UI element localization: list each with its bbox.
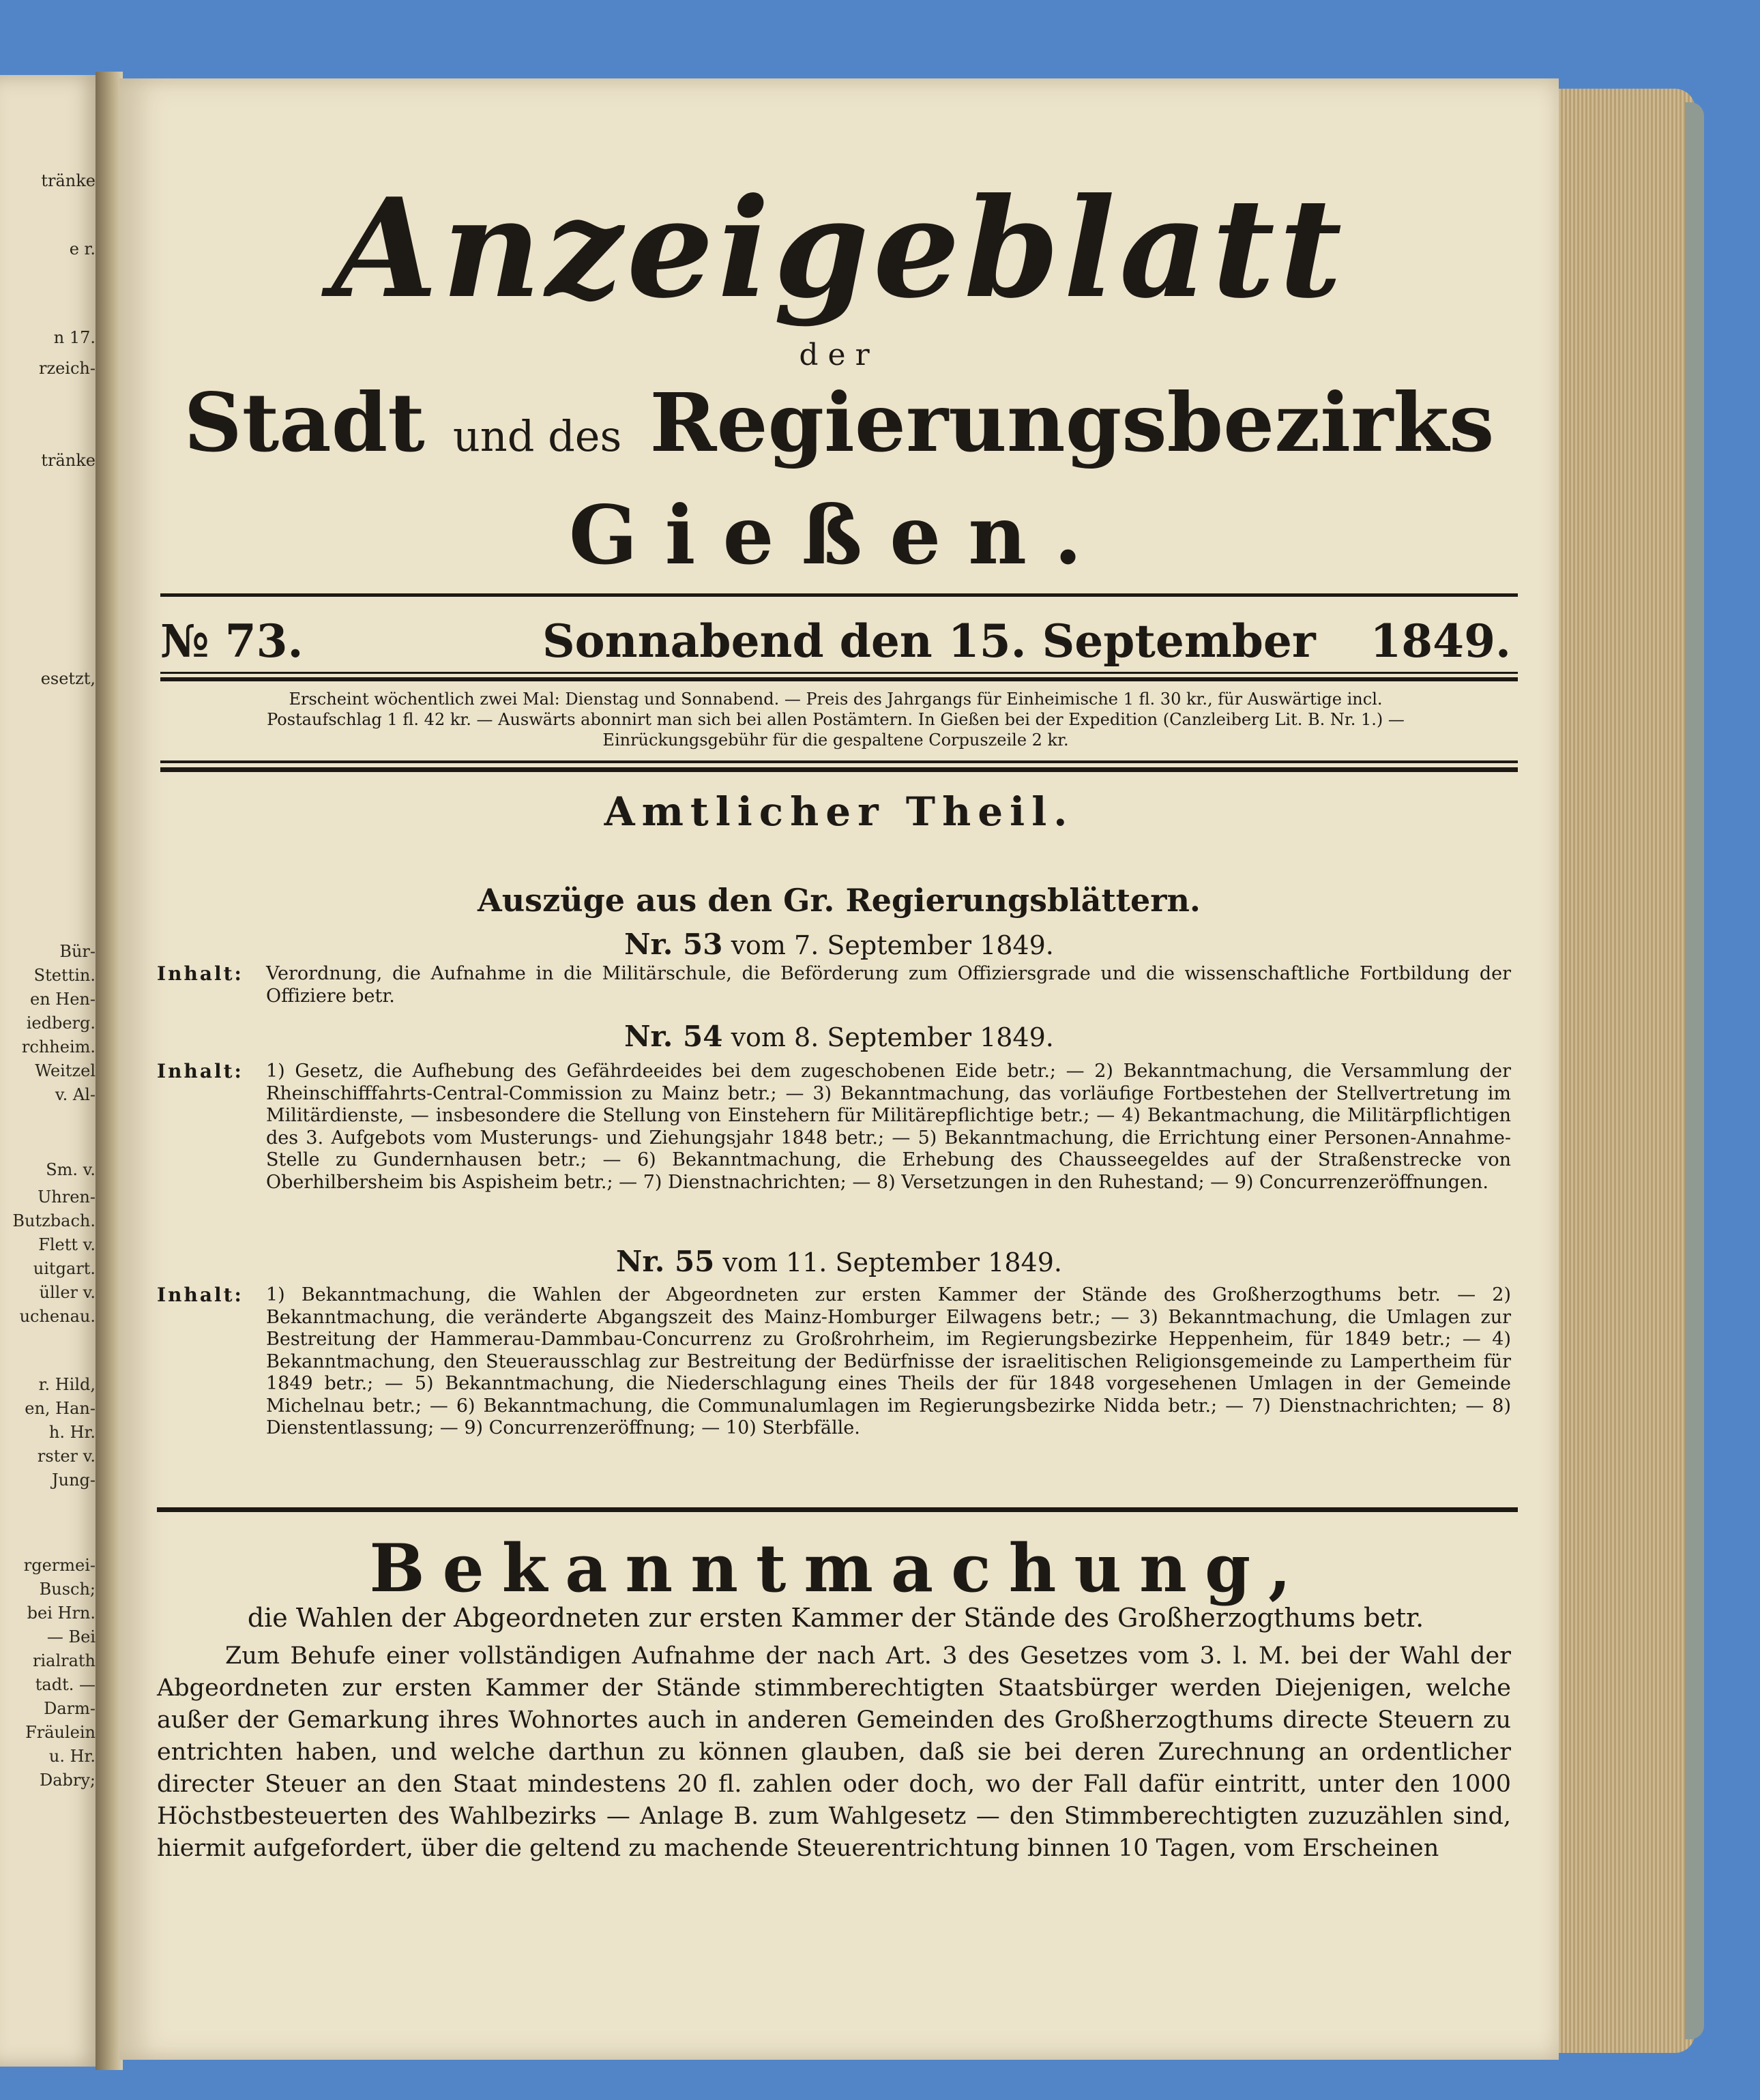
left-page-text-fragment: esetzt, <box>40 669 96 688</box>
left-page-text-fragment: Flett v. <box>38 1235 96 1254</box>
left-page-text-fragment: n 17. <box>53 328 96 347</box>
notice-body: Zum Behufe einer vollständigen Aufnahme der nach Art. 3 des Gesetzes vom 3. l. M. bei der Wahl der Abgeordneten zur ersten Kammer der Stände stimmberechtigten Staatsbürger werden Diejenigen, welche außer der Gemarkung ihres Wohnortes auch in anderen Gemeinden des Großherzogthums directe Steuern zu entrichten haben, und welche darthun zu können glauben, daß sie bei deren Zurechnung an ordentlicher directer Steuer an den Staat mindestens 20 fl. zahlen oder doch, wo der Fall dafür eintritt, unter den 1000 Höchstbesteuerten des Wahlbezirks — Anlage B. zum Wahlgesetz — den Stimmberechtigten zuzuzählen sind, hiermit aufgefordert, über die geltend zu machende Steuerentrichtung binnen 10 Tagen, vom Erscheinen <box>157 1642 1511 1862</box>
left-page-text-fragment: rchheim. <box>21 1037 96 1056</box>
entry-date: vom 11. September 1849. <box>722 1247 1062 1277</box>
issue-number: № 73. <box>160 615 304 668</box>
left-page-text-fragment: Butzbach. <box>12 1211 96 1230</box>
left-page-text-fragment: v. Al- <box>55 1085 96 1104</box>
left-page-text-fragment: rgermei- <box>23 1556 96 1575</box>
left-page-text-fragment: rster v. <box>37 1447 96 1466</box>
notice-rule <box>157 1507 1518 1512</box>
left-page-text-fragment: rzeich- <box>38 359 96 378</box>
issue-year: 1849. <box>1370 615 1511 668</box>
left-page-text-fragment: Dabry; <box>39 1771 96 1790</box>
entry-text: 1) Gesetz, die Aufhebung des Gefährdeeides bei dem zugeschobenen Eide betr.; — 2) Bekanntmachung, die Versammlung der Rheinschifffahrts-Central-Commission zu Mainz betr.; — 3) Bekanntmachung, das vorläufige Fortbestehen der Stellvertretung im Militärdienste, — insbesondere die Stellung von Einstehern für Militärepflichtige betr.; — 4) Bekantmachung, die Militärpflichtigen des 3. Aufgebots vom Musterungs- und Ziehungsjahr 1848 betr.; — 5) Bekanntmachung, die Errichtung einer Personen-Annahme-Stelle zu Gundernhausen betr.; — 6) Bekanntmachung, die Erhebung des Chausseegeldes auf der Straßenstrecke von Oberhilbersheim bis Aspisheim betr.; — 7) Dienstnachrichten; — 8) Versetzungen in den Ruhestand; — 9) Concurrenzeröffnungen. <box>266 1061 1511 1193</box>
notice-title: Bekanntmachung, <box>369 1530 1309 1607</box>
masthead-bezirk: Regierungsbezirks <box>649 375 1495 470</box>
newspaper-page <box>119 78 1559 2060</box>
left-page-text-fragment: h. Hr. <box>48 1423 96 1442</box>
left-page-text-fragment: Bür- <box>59 942 96 961</box>
left-page-text-fragment: tadt. — <box>35 1675 96 1694</box>
publication-info <box>160 689 1511 750</box>
issue-date: Sonnabend den 15. September <box>542 615 1316 668</box>
book-gutter <box>96 72 123 2070</box>
issue-line <box>160 607 1511 682</box>
left-page-text-fragment: en, Han- <box>25 1399 96 1418</box>
subsection-title: Auszüge aus den Gr. Regierungsblättern. <box>478 882 1201 919</box>
book-cover-edge <box>1685 102 1704 2039</box>
entry-date: vom 7. September 1849. <box>731 930 1054 960</box>
entry-55 <box>157 1284 1511 1489</box>
entry-heading-53 <box>119 928 1559 962</box>
left-page-text-fragment: Fräulein <box>25 1723 96 1742</box>
left-page-text-fragment: Sm. v. <box>46 1160 96 1179</box>
masthead-und-des: und des <box>452 411 622 461</box>
entry-nr: Nr. 55 <box>616 1245 715 1278</box>
pubinfo-rule-top <box>160 760 1518 763</box>
entry-text: Verordnung, die Aufnahme in die Militärschule, die Beförderung zum Offiziersgrade und die wissenschaftliche Fortbildung der Offiziere betr. <box>266 963 1511 1007</box>
left-page-text-fragment: iedberg. <box>26 1014 96 1033</box>
masthead-subtitle <box>160 372 1518 488</box>
entry-heading-54 <box>119 1020 1559 1054</box>
issue-rule-bottom <box>160 677 1518 681</box>
left-page-text-fragment: tränke <box>41 171 96 190</box>
masthead-title: Anzeigeblatt <box>332 168 1347 329</box>
masthead-city: Gießen. <box>568 488 1110 582</box>
left-page-text-fragment: r. Hild, <box>38 1375 96 1394</box>
entry-heading-55 <box>119 1245 1559 1280</box>
left-page-text-fragment: — Bei <box>46 1627 96 1646</box>
left-page-text-fragment: u. Hr. <box>48 1747 96 1766</box>
pubinfo-line-3: Einrückungsgebühr für die gespaltene Corpuszeile 2 kr. <box>602 730 1069 750</box>
pubinfo-line-1: Erscheint wöchentlich zwei Mal: Dienstag und Sonnabend. — Preis des Jahrgangs für Einheimische 1 fl. 30 kr., für Auswärtige incl. <box>289 690 1383 709</box>
left-page-text-fragment: uchenau. <box>19 1307 96 1326</box>
entry-date: vom 8. September 1849. <box>731 1022 1054 1052</box>
issue-rule-top <box>160 672 1518 674</box>
left-page-text-fragment: üller v. <box>39 1283 96 1302</box>
entry-53 <box>157 963 1511 1011</box>
pubinfo-rule-bottom <box>160 767 1518 772</box>
left-page-text-fragment: Stettin. <box>33 966 96 985</box>
left-page-text-fragment: e r. <box>69 239 96 258</box>
inhalt-label: Inhalt: <box>157 962 244 985</box>
left-page-text-fragment: Jung- <box>51 1470 96 1490</box>
entry-nr: Nr. 53 <box>624 928 723 961</box>
masthead-stadt: Stadt <box>184 375 425 470</box>
left-page-text-fragment: Weitzel <box>35 1061 96 1080</box>
left-page-text-fragment: Uhren- <box>38 1187 96 1207</box>
entry-54 <box>157 1061 1511 1245</box>
book-page-edges <box>1559 89 1695 2053</box>
section-title: Amtlicher Theil. <box>604 788 1074 835</box>
left-page-text-fragment: tränke <box>41 451 96 470</box>
left-page-text-fragment: Busch; <box>39 1580 96 1599</box>
left-page-text-fragment: bei Hrn. <box>27 1603 96 1623</box>
masthead-rule <box>160 593 1518 597</box>
masthead-der: der <box>799 338 879 372</box>
entry-nr: Nr. 54 <box>624 1020 723 1053</box>
left-page-text-fragment: en Hen- <box>30 990 96 1009</box>
left-page-text-fragment: uitgart. <box>33 1259 96 1278</box>
previous-page-edge <box>0 75 109 2067</box>
inhalt-label: Inhalt: <box>157 1060 244 1082</box>
inhalt-label: Inhalt: <box>157 1284 244 1306</box>
pubinfo-line-2: Postaufschlag 1 fl. 42 kr. — Auswärts abonnirt man sich bei allen Postämtern. In Gießen bei der Expedition (Canzleiberg Lit. B. Nr. 1.) — <box>267 710 1405 729</box>
notice-subtitle: die Wahlen der Abgeordneten zur ersten Kammer der Stände des Großherzogthums betr. <box>247 1603 1424 1633</box>
entry-text: 1) Bekanntmachung, die Wahlen der Abgeordneten zur ersten Kammer der Stände des Großherzogthums betr. — 2) Bekanntmachung, die veränderte Abgangszeit des Mainz-Homburger Eilwagens betr.; — 3) Bekanntmachung, die Umlagen zur Bestreitung der Hammerau-Dammbau-Concurrenz zu Großrohrheim, im Regierungsbezirke Heppenheim, für 1849 betr.; — 4) Bekanntmachung, den Steuerausschlag zur Bestreitung der Bedürfnisse der israelitischen Religionsgemeinde zu Lampertheim für 1849 betr.; — 5) Bekanntmachung, die Niederschlagung eines Theils der für 1848 vorgesehenen Umlagen in der Gemeinde Michelnau betr.; — 6) Bekanntmachung, die Communalumlagen im Regierungsbezirke Nidda betr.; — 7) Dienstnachrichten; — 8) Dienstentlassung; — 9) Concurrenzeröffnung; — 10) Sterbfälle. <box>266 1284 1511 1438</box>
left-page-text-fragment: rialrath <box>32 1651 96 1670</box>
left-page-text-fragment: Darm- <box>44 1699 96 1718</box>
